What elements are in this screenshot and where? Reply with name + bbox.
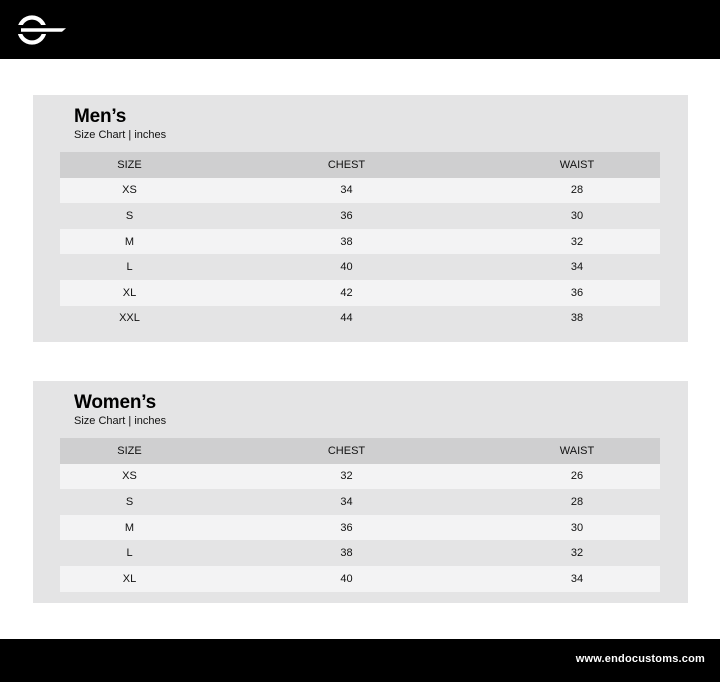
- column-header-size: SIZE: [117, 444, 142, 457]
- waist-cell: 38: [570, 312, 584, 325]
- waist-cell: 34: [570, 261, 584, 274]
- chest-cell: 32: [340, 470, 353, 483]
- chest-cell: 36: [340, 209, 353, 222]
- waist-cell: 26: [570, 470, 584, 483]
- size-cell: M: [124, 235, 135, 248]
- table-row: [60, 540, 660, 566]
- website-link[interactable]: www.endocustoms.com: [575, 653, 705, 665]
- waist-cell: 32: [570, 547, 584, 560]
- womens-size-table: [60, 438, 660, 592]
- footer-bar: [0, 639, 720, 682]
- table-row: [60, 306, 660, 332]
- table-row: [60, 464, 660, 490]
- table-row: [60, 566, 660, 592]
- table-header-row: [60, 438, 660, 464]
- chest-cell: 38: [340, 547, 353, 560]
- size-cell: S: [125, 495, 134, 508]
- waist-cell: 36: [570, 286, 584, 299]
- table-row: [60, 515, 660, 541]
- mens-size-chart: [33, 95, 688, 342]
- mens-title: Men’s: [74, 106, 127, 127]
- chest-cell: 44: [340, 312, 353, 325]
- size-cell: M: [124, 521, 135, 534]
- column-header-chest: CHEST: [327, 444, 366, 457]
- waist-cell: 28: [570, 184, 584, 197]
- waist-cell: 34: [570, 572, 584, 585]
- size-cell: S: [125, 209, 134, 222]
- table-row: [60, 280, 660, 306]
- size-cell: XS: [122, 184, 137, 197]
- waist-cell: 32: [570, 235, 584, 248]
- column-header-waist: WAIST: [559, 158, 595, 171]
- womens-size-chart: [33, 381, 688, 603]
- chest-cell: 34: [340, 184, 353, 197]
- chest-cell: 36: [340, 521, 353, 534]
- waist-cell: 28: [570, 495, 584, 508]
- chest-cell: 40: [340, 261, 353, 274]
- table-row: [60, 254, 660, 280]
- mens-subtitle: Size Chart | inches: [74, 129, 167, 141]
- waist-cell: 30: [570, 521, 584, 534]
- chest-cell: 38: [340, 235, 353, 248]
- table-row: [60, 178, 660, 204]
- column-header-size: SIZE: [117, 158, 142, 171]
- table-header-row: [60, 152, 660, 178]
- waist-cell: 30: [570, 209, 584, 222]
- header-bar: [0, 0, 720, 59]
- chest-cell: 34: [340, 495, 353, 508]
- table-row: [60, 489, 660, 515]
- size-cell: XL: [122, 572, 137, 585]
- column-header-chest: CHEST: [327, 158, 366, 171]
- womens-title: Women’s: [74, 392, 157, 413]
- size-cell: L: [126, 261, 133, 274]
- endo-e-logo-icon: [16, 14, 68, 46]
- womens-subtitle: Size Chart | inches: [74, 415, 167, 427]
- size-cell: XL: [122, 286, 137, 299]
- table-row: [60, 203, 660, 229]
- chest-cell: 40: [340, 572, 353, 585]
- size-cell: XXL: [119, 312, 140, 325]
- table-row: [60, 229, 660, 255]
- size-cell: XS: [122, 470, 137, 483]
- size-cell: L: [126, 547, 133, 560]
- column-header-waist: WAIST: [559, 444, 595, 457]
- mens-size-table: [60, 152, 660, 331]
- chest-cell: 42: [340, 286, 353, 299]
